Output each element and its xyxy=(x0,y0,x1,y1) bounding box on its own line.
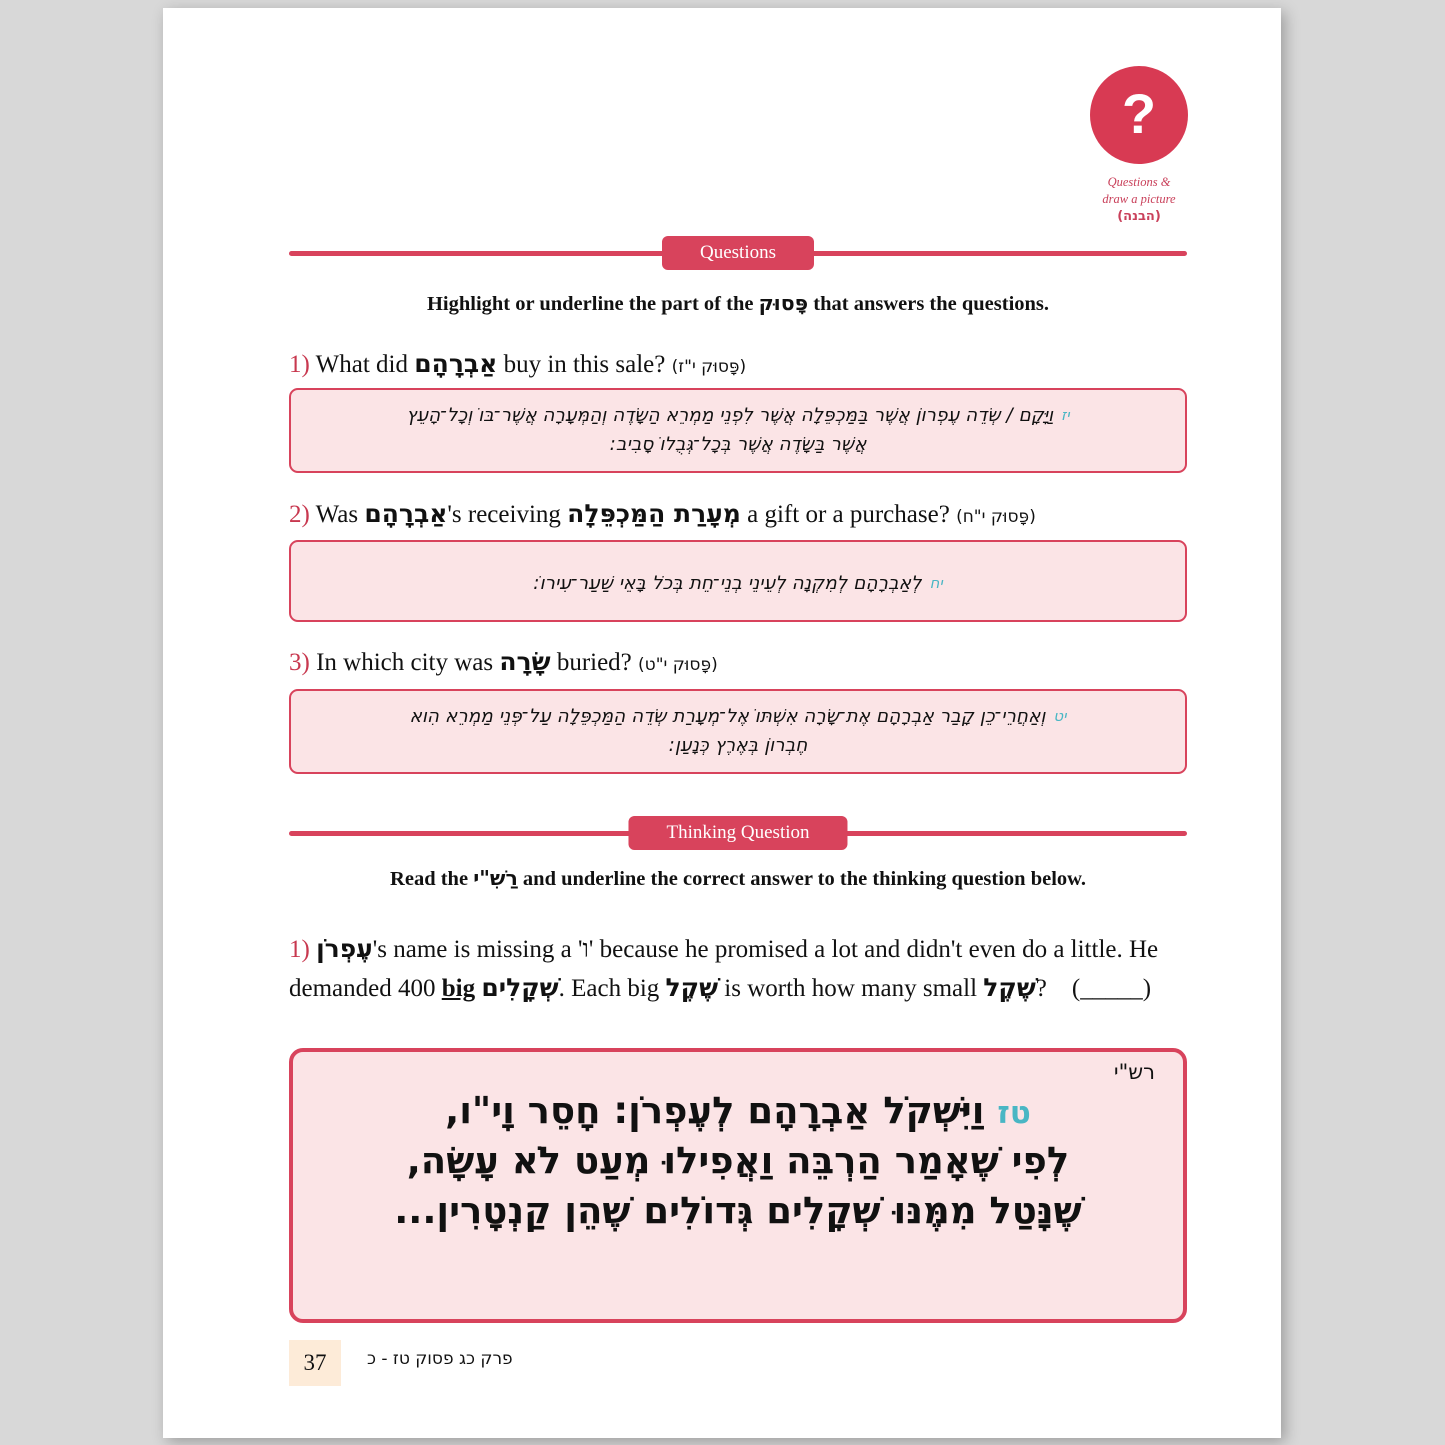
thinking-text-3: is worth how many small xyxy=(718,975,984,1002)
question-1-number: 1) xyxy=(289,351,310,378)
pasuk-1-line-2: אֲשֶׁר בַּשָּׂדֶה אֲשֶׁר בְּכָל־גְּבֻלוֹ סָבִיב: xyxy=(609,433,867,455)
rashi-text-1: וַיִּשְׁקֹל אַבְרָהָם לְעֶפְרֹן: חָסֵר וָי"ו, xyxy=(445,1089,985,1132)
rashi-line-2: לְפִי שֶׁאָמַר הַרְבֵּה וַאֲפִילוּ מְעַט לֹא עָשָׂה, xyxy=(406,1138,1070,1182)
pasuk-3-line-2: חֶבְרוֹן בְּאֶרֶץ כְּנָעַן: xyxy=(668,734,808,756)
instruction-pre: Highlight or underline the part of the xyxy=(426,293,759,315)
pasuk-box-3 xyxy=(289,689,1187,774)
thinking-question-number: 1) xyxy=(289,936,310,963)
question-1-line xyxy=(289,348,1199,380)
thinking-section-header xyxy=(289,816,1187,850)
pasuk-box-2 xyxy=(289,540,1187,622)
badge-caption-line2: draw a picture xyxy=(1102,191,1176,206)
question-2-hebrew-1: אַבְרָהָם xyxy=(364,499,448,528)
pasuk-1-text-1: וַיָּקָם / שְׂדֵה עֶפְרוֹן אֲשֶׁר בַּמַּכְפֵּלָה אֲשֶׁר לִפְנֵי מַמְרֵא הַשָּׂדֶה וְהַמְּעָרָה אֲשֶׁר־בּוֹ וְכָל־הָעֵץ xyxy=(406,405,1054,426)
thinking-text-1: 's name is missing a 'ו' because he promised a lot and didn't even do a little. He demanded 400 xyxy=(289,936,1159,1002)
question-1-text-post: buy in this sale? xyxy=(497,351,666,378)
thinking-hebrew-1: עֶפְרֹן xyxy=(316,934,373,963)
badge-caption-line1: Questions & xyxy=(1107,175,1171,189)
question-2-number: 2) xyxy=(289,501,310,528)
thinking-text-4: ? xyxy=(1035,975,1047,1002)
section-badge xyxy=(1069,66,1209,225)
pasuk-2-text-1: לְאַבְרָהָם לְמִקְנָה לְעֵינֵי בְנֵי־חֵת בְּכֹל בָּאֵי שַׁעַר־עִירוֹ: xyxy=(533,573,922,594)
verse-number-1: יז xyxy=(1061,406,1070,425)
question-2-reference: (פָּסוּק י"ח) xyxy=(956,507,1036,527)
thinking-instruction xyxy=(289,866,1187,891)
rashi-verse-number: טז xyxy=(997,1095,1031,1131)
question-2-text-post: a gift or a purchase? xyxy=(740,501,950,528)
rashi-line-3: שֶׁנָּטַל מִמֶּנּוּ שְׁקָלִים גְּדוֹלִים שֶׁהֵן קַנְטָרִין... xyxy=(394,1188,1082,1232)
question-2-text-pre: Was xyxy=(315,501,365,528)
thinking-instruction-post: and underline the correct answer to the thinking question below. xyxy=(517,868,1086,890)
page-footer xyxy=(289,1340,1187,1386)
question-3-reference: (פָּסוּק י"ט) xyxy=(638,655,718,675)
pasuk-1-line-1 xyxy=(309,402,1167,431)
pasuk-box-1 xyxy=(289,388,1187,473)
pasuk-3-line-1 xyxy=(309,703,1167,732)
answer-blank[interactable]: (_____) xyxy=(1071,975,1152,1002)
pasuk-3-text-1: וְאַחֲרֵי־כֵן קָבַר אַבְרָהָם אֶת־שָׂרָה אִשְׁתּוֹ אֶל־מְעָרַת שְׂדֵה הַמַּכְפֵּלָה עַל־פְּנֵי מַמְרֵא הִוא xyxy=(409,706,1046,727)
rashi-box xyxy=(289,1048,1187,1323)
question-2-text-mid: 's receiving xyxy=(447,501,568,528)
question-1-reference: (פָּסוּק י"ז) xyxy=(671,357,747,377)
thinking-hebrew-4: שֶׁקֶל xyxy=(983,973,1036,1002)
worksheet-page xyxy=(163,8,1281,1438)
thinking-section-title: Thinking Question xyxy=(628,816,847,850)
question-2-hebrew-2: מְעָרַת הַמַּכְפֵּלָה xyxy=(567,499,741,528)
questions-section-header xyxy=(289,236,1187,270)
question-3-line xyxy=(289,646,1199,678)
rashi-label: רש"י xyxy=(1113,1060,1155,1084)
question-3-number: 3) xyxy=(289,649,310,676)
badge-caption xyxy=(1069,174,1209,225)
questions-instruction xyxy=(289,291,1187,316)
question-3-text-pre: In which city was xyxy=(316,649,500,676)
question-1-hebrew: אַבְרָהָם xyxy=(414,349,498,378)
verse-number-3: יט xyxy=(1053,707,1067,726)
thinking-question-body xyxy=(289,930,1199,1008)
questions-section-title: Questions xyxy=(662,236,814,270)
thinking-text-2: . Each big xyxy=(558,975,666,1002)
verse-number-2: יח xyxy=(929,574,943,593)
question-mark-glyph: ? xyxy=(1121,82,1157,146)
question-3-hebrew: שָׂרָה xyxy=(499,647,551,676)
badge-caption-hebrew: (הבנה) xyxy=(1117,208,1161,224)
thinking-hebrew-2: שְׁקָלִים xyxy=(481,973,559,1002)
rashi-line-1 xyxy=(321,1086,1155,1136)
question-2-line xyxy=(289,498,1199,530)
footer-reference: פרק כג פסוק טז - כ xyxy=(367,1349,513,1369)
instruction-post: that answers the questions. xyxy=(808,293,1050,315)
question-3-text-post: buried? xyxy=(550,649,632,676)
question-1-text-pre: What did xyxy=(315,351,415,378)
page-number: 37 xyxy=(289,1340,341,1386)
thinking-hebrew-3: שֶׁקֶל xyxy=(665,973,719,1002)
thinking-bold-word: big xyxy=(441,975,476,1002)
thinking-instruction-hebrew: רַשִׁ"י xyxy=(473,866,518,890)
pasuk-2-line-1 xyxy=(309,570,1167,599)
question-mark-icon xyxy=(1090,66,1188,164)
instruction-hebrew: פָּסוּק xyxy=(758,291,809,315)
thinking-instruction-pre: Read the xyxy=(390,868,474,890)
